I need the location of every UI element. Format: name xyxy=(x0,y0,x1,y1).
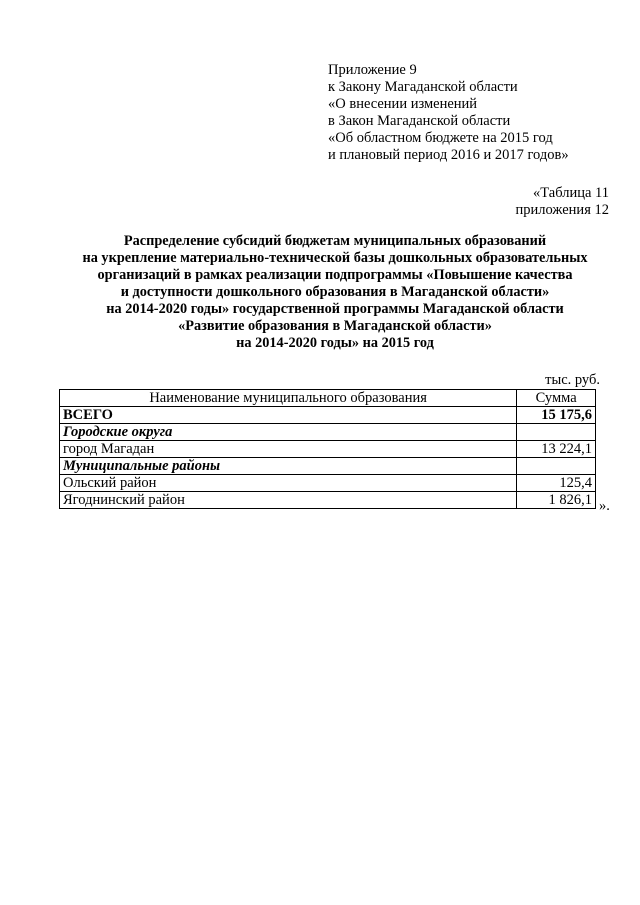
appendix-header xyxy=(328,62,569,164)
table-row xyxy=(60,492,596,509)
table-row-section xyxy=(60,424,596,441)
row-name-cell: Городские округа xyxy=(60,424,517,441)
title-line: на 2014-2020 годы» государственной программы Магаданской области xyxy=(106,301,564,317)
table-reference-line: приложения 12 xyxy=(515,202,609,218)
subsidy-table xyxy=(59,389,596,509)
row-name-cell: город Магадан xyxy=(60,441,517,458)
table-reference-line: «Таблица 11 xyxy=(533,185,609,201)
table-row xyxy=(60,441,596,458)
document-title xyxy=(40,233,630,352)
row-name-cell: Муниципальные районы xyxy=(60,458,517,475)
closing-quote-mark: ». xyxy=(599,498,610,514)
appendix-line: и плановый период 2016 и 2017 годов» xyxy=(328,147,569,163)
row-sum-cell: 125,4 xyxy=(517,475,596,492)
row-name-cell: ВСЕГО xyxy=(60,407,517,424)
row-sum-cell xyxy=(517,424,596,441)
row-name-cell: Ягоднинский район xyxy=(60,492,517,509)
title-line: на укрепление материально-технической базы дошкольных образовательных xyxy=(82,250,588,266)
row-sum-cell: 1 826,1 xyxy=(517,492,596,509)
header-name-cell: Наименование муниципального образования xyxy=(60,390,517,407)
units-label: тыс. руб. xyxy=(545,372,600,388)
appendix-line: «О внесении изменений xyxy=(328,96,478,112)
table-row-total xyxy=(60,407,596,424)
title-line: «Развитие образования в Магаданской области» xyxy=(178,318,492,334)
header-sum-cell: Сумма xyxy=(517,390,596,407)
row-sum-cell: 13 224,1 xyxy=(517,441,596,458)
appendix-line: Приложение 9 xyxy=(328,62,417,78)
title-line: и доступности дошкольного образования в Магаданской области» xyxy=(120,284,550,300)
table-reference xyxy=(516,185,609,219)
row-sum-cell: 15 175,6 xyxy=(517,407,596,424)
row-name-cell: Ольский район xyxy=(60,475,517,492)
appendix-line: в Закон Магаданской области xyxy=(328,113,511,129)
appendix-line: «Об областном бюджете на 2015 год xyxy=(328,130,553,146)
row-sum-cell xyxy=(517,458,596,475)
title-line: Распределение субсидий бюджетам муниципальных образований xyxy=(123,233,547,249)
title-line: на 2014-2020 годы» на 2015 год xyxy=(236,335,434,351)
appendix-line: к Закону Магаданской области xyxy=(328,79,518,95)
table-header-row xyxy=(60,390,596,407)
title-line: организаций в рамках реализации подпрограммы «Повышение качества xyxy=(97,267,573,283)
table-row xyxy=(60,475,596,492)
table-row-section xyxy=(60,458,596,475)
